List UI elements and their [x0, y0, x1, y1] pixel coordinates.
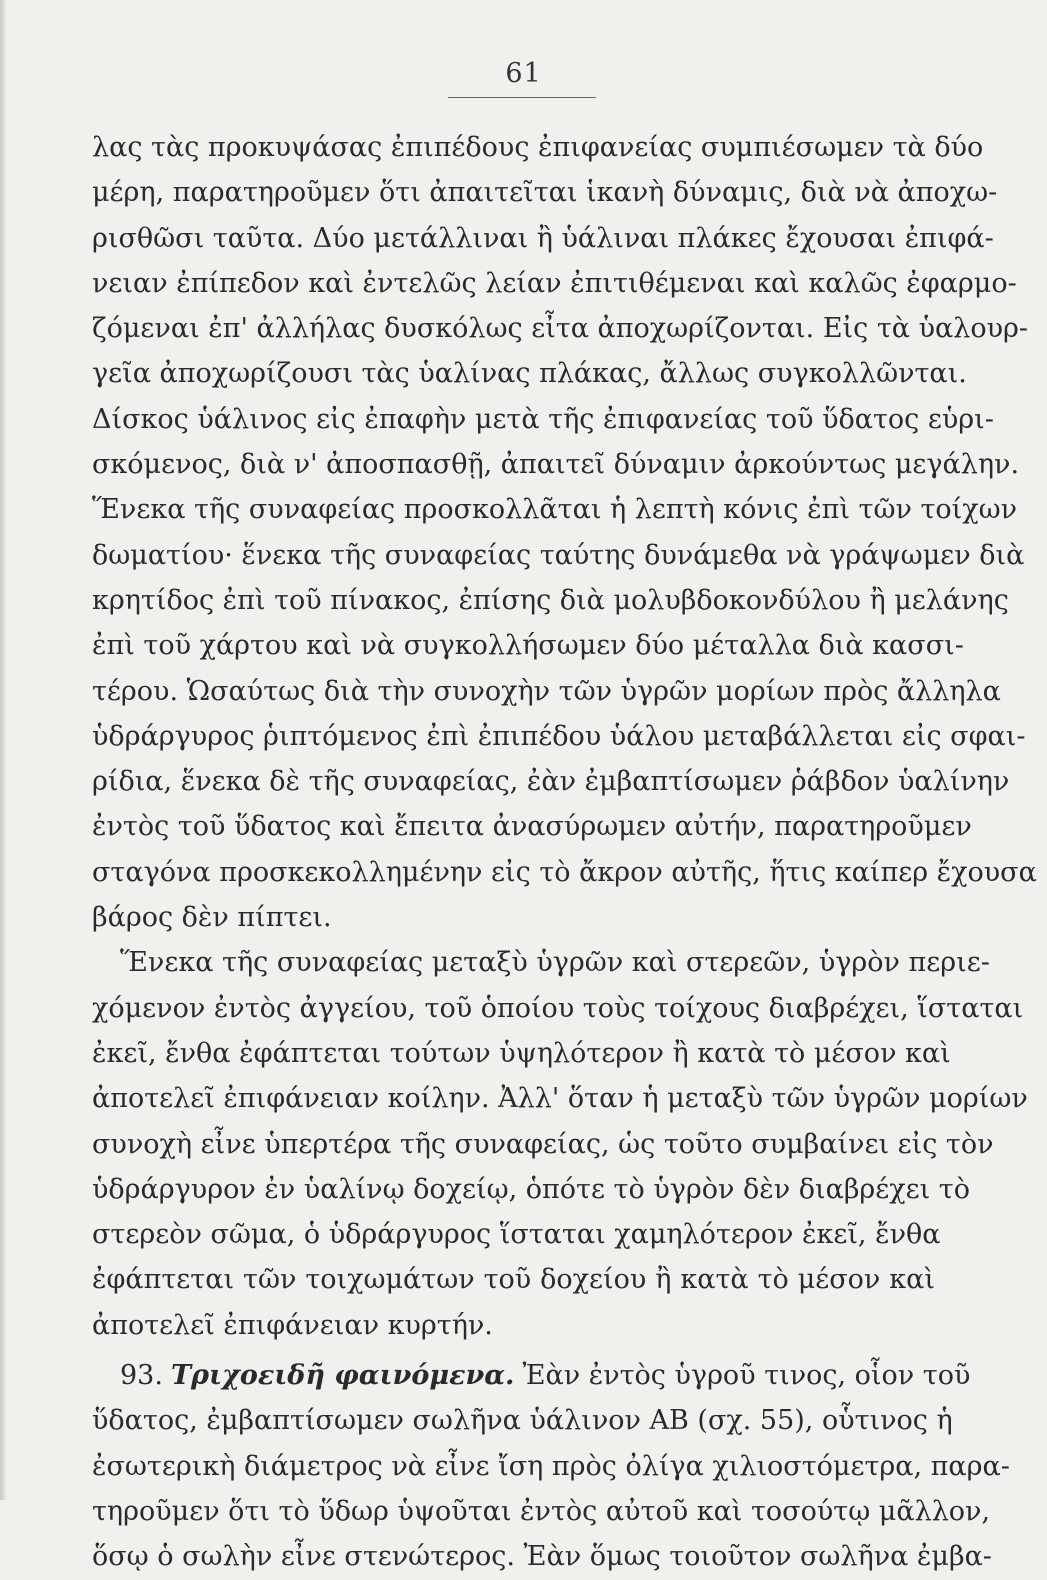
text-line-paragraph-start: Ἕνεκα τῆς συναφείας μεταξὺ ὑγρῶν καὶ στερεῶν, ὑγρὸν περιε-	[120, 947, 990, 979]
text-line: ἐσωτερικὴ διάμετρος νὰ εἶνε ἴση πρὸς ὀλίγα χιλιοστόμετρα, παρα-	[92, 1450, 1010, 1482]
text-line: ὅσῳ ὁ σωλὴν εἶνε στενώτερος. Ἐὰν ὅμως τοιοῦτον σωλῆνα ἐμβα-	[92, 1541, 992, 1573]
text-line: δωματίου· ἕνεκα τῆς συναφείας ταύτης δυνάμεθα νὰ γράψωμεν διὰ	[92, 539, 1025, 571]
text-line: Δίσκος ὑάλινος εἰς ἐπαφὴν μετὰ τῆς ἐπιφανείας τοῦ ὕδατος εὑρι-	[92, 403, 994, 435]
text-line: νειαν ἐπίπεδον καὶ ἐντελῶς λείαν ἐπιτιθέμεναι καὶ καλῶς ἐφαρμο-	[92, 267, 1017, 299]
header-rule	[448, 97, 596, 98]
section-heading-line	[92, 1353, 971, 1398]
text-line-paragraph-end: βάρος δὲν πίπτει.	[92, 902, 332, 934]
text-line: τηροῦμεν ὅτι τὸ ὕδωρ ὑψοῦται ἐντὸς αὐτοῦ καὶ τοσούτῳ μᾶλλον,	[92, 1495, 991, 1527]
text-line: ἐφάπτεται τῶν τοιχωμάτων τοῦ δοχείου ἢ κατὰ τὸ μέσον καὶ	[92, 1264, 935, 1296]
text-line: ὕδατος, ἐμβαπτίσωμεν σωλῆνα ὑάλινον ΑΒ (σχ. 55), οὗτινος ἡ	[92, 1405, 953, 1437]
text-line: σκόμενος, διὰ ν' ἀποσπασθῇ, ἀπαιτεῖ δύναμιν ἀρκούντως μεγάλην.	[92, 449, 1020, 481]
text-line: ρίδια, ἕνεκα δὲ τῆς συναφείας, ἐὰν ἐμβαπτίσωμεν ῥάβδον ὑαλίνην	[92, 766, 1010, 798]
body-text	[92, 125, 1037, 1580]
text-line: ἐντὸς τοῦ ὕδατος καὶ ἔπειτα ἀνασύρωμεν αὐτήν, παρατηροῦμεν	[92, 811, 972, 843]
text-line: ρισθῶσι ταῦτα. Δύο μετάλλιναι ἢ ὑάλιναι πλάκες ἔχουσαι ἐπιφά-	[92, 222, 994, 254]
text-line-paragraph-end: ἀποτελεῖ ἐπιφάνειαν κυρτήν.	[92, 1309, 493, 1341]
text-line: χόμενον ἐντὸς ἀγγείου, τοῦ ὁποίου τοὺς τοίχους διαβρέχει, ἵσταται	[92, 992, 1024, 1024]
text-line: ὑδράργυρος ῥιπτόμενος ἐπὶ ἐπιπέδου ὑάλου μεταβάλλεται εἰς σφαι-	[92, 720, 1026, 752]
section-number: 93.	[120, 1360, 163, 1392]
text-line: γεῖα ἀποχωρίζουσι τὰς ὑαλίνας πλάκας, ἄλλως συγκολλῶνται.	[92, 358, 967, 390]
text-line: ἀποτελεῖ ἐπιφάνειαν κοίλην. Ἀλλ' ὅταν ἡ μεταξὺ τῶν ὑγρῶν μορίων	[92, 1083, 1028, 1115]
text-line: συνοχὴ εἶνε ὑπερτέρα τῆς συναφείας, ὡς τοῦτο συμβαίνει εἰς τὸν	[92, 1128, 994, 1160]
text-line: ἐπὶ τοῦ χάρτου καὶ νὰ συγκολλήσωμεν δύο μέταλλα διὰ κασσι-	[92, 630, 964, 662]
page-number: 61	[505, 58, 542, 89]
text-line: ἐκεῖ, ἔνθα ἐφάπτεται τούτων ὑψηλότερον ἢ κατὰ τὸ μέσον καὶ	[92, 1037, 951, 1069]
text-line: ζόμεναι ἐπ' ἀλλήλας δυσκόλως εἶτα ἀποχωρίζονται. Εἰς τὰ ὑαλουρ-	[92, 313, 1029, 345]
text-line: λας τὰς προκυψάσας ἐπιπέδους ἐπιφανείας συμπιέσωμεν τὰ δύο	[92, 132, 984, 163]
text-line: σταγόνα προσκεκολλημένην εἰς τὸ ἄκρον αὐτῆς, ἥτις καίπερ ἔχουσα	[92, 856, 1037, 888]
text-line: στερεὸν σῶμα, ὁ ὑδράργυρος ἵσταται χαμηλότερον ἐκεῖ, ἔνθα	[92, 1219, 941, 1251]
text-line: Ἕνεκα τῆς συναφείας προσκολλᾶται ἡ λεπτὴ κόνις ἐπὶ τῶν τοίχων	[92, 494, 1018, 526]
text-line: κρητίδος ἐπὶ τοῦ πίνακος, ἐπίσης διὰ μολυβδοκονδύλου ἢ μελάνης	[92, 584, 1009, 616]
section-title: Τριχοειδῆ φαινόμενα.	[170, 1360, 515, 1392]
text-line: τέρου. Ὡσαύτως διὰ τὴν συνοχὴν τῶν ὑγρῶν μορίων πρὸς ἄλληλα	[92, 675, 1001, 707]
section-first-line-text: Ἐὰν ἐντὸς ὑγροῦ τινος, οἷον τοῦ	[522, 1360, 971, 1392]
text-line: ὑδράργυρον ἐν ὑαλίνῳ δοχείῳ, ὁπότε τὸ ὑγρὸν δὲν διαβρέχει τὸ	[92, 1173, 971, 1205]
text-line: μέρη, παρατηροῦμεν ὅτι ἀπαιτεῖται ἱκανὴ δύναμις, διὰ νὰ ἀποχω-	[92, 177, 998, 209]
page-binding-edge	[0, 0, 6, 1500]
